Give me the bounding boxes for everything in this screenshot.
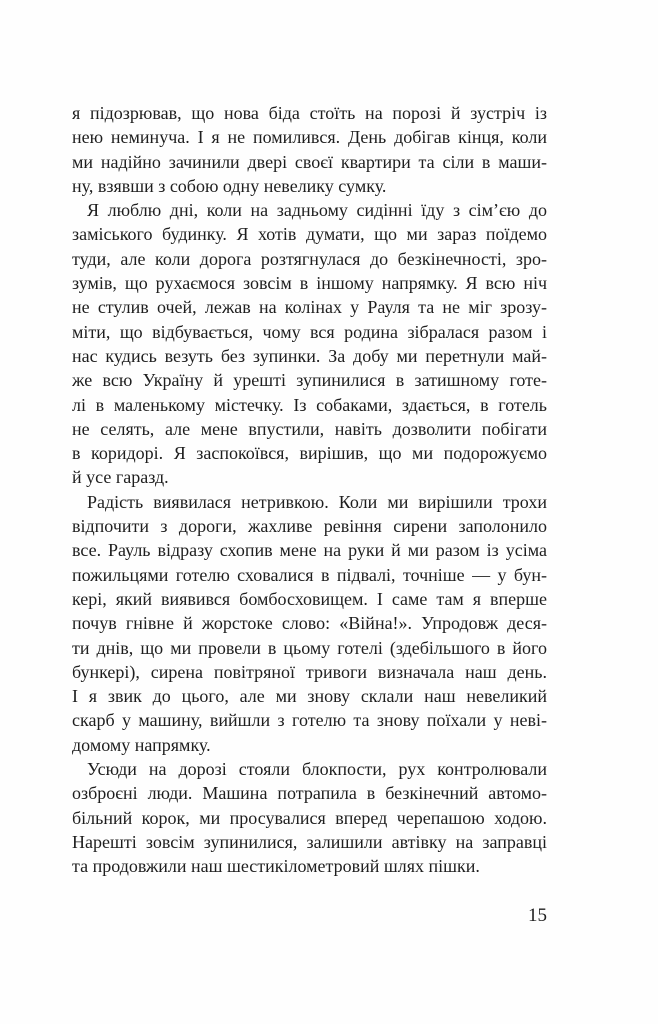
text-line: я підозрював, що нова біда стоїть на порозі й зустріч із bbox=[72, 103, 547, 123]
text-line: кері, який виявився бомбосховищем. І саме там я вперше bbox=[72, 588, 547, 609]
text-line: І я звик до цього, але ми знову склали наш невеликий bbox=[72, 686, 547, 707]
text-line: домому напрямку. bbox=[72, 734, 211, 755]
text-line: та продовжили наш шестикілометровий шлях пішки. bbox=[72, 856, 480, 877]
text-line: більний корок, ми просувалися вперед черепашою ходою. bbox=[72, 807, 547, 828]
text-line: бункері), сирена повітряної тривоги визначала наш день. bbox=[72, 661, 547, 682]
text-line: відпочити з дороги, жахливе ревіння сирени заполонило bbox=[72, 516, 547, 537]
text-line: Нарешті зовсім зупинилися, залишили автівку на заправці bbox=[72, 831, 547, 852]
text-line: не стулив очей, лежав на колінах у Рауля та не міг зрозу- bbox=[72, 297, 547, 318]
text-line: міти, що відбувається, чому вся родина зібралася разом і bbox=[72, 321, 547, 342]
text-line: в коридорі. Я заспокоївся, вирішив, що ми подорожуємо bbox=[72, 443, 547, 464]
text-line: Я люблю дні, коли на задньому сидінні їду з сім’єю до bbox=[87, 200, 547, 221]
page-number: 15 bbox=[528, 905, 547, 926]
paragraph bbox=[72, 101, 547, 198]
text-line: озброєні люди. Машина потрапила в безкінечний автомо- bbox=[72, 783, 547, 804]
text-line: Радість виявилася нетривкою. Коли ми вирішили трохи bbox=[87, 491, 547, 512]
text-line: лі в маленькому містечку. Із собаками, здається, в готель bbox=[72, 394, 547, 415]
text-line: же всю Україну й урешті зупинилися в затишному готе- bbox=[72, 370, 547, 391]
paragraph bbox=[72, 757, 547, 878]
text-line: й усе гаразд. bbox=[72, 467, 169, 488]
text-line: туди, але коли дорога розтягнулася до безкінечності, зро- bbox=[72, 248, 547, 269]
text-line: нас кудись везуть без зупинки. За добу ми перетнули май- bbox=[72, 345, 547, 366]
text-line: ти днів, що ми провели в цьому готелі (здебільшого в його bbox=[72, 637, 547, 658]
text-line: нею неминуча. І я не помилився. День добігав кінця, коли bbox=[72, 127, 547, 148]
text-line: не селять, але мене впустили, навіть дозволити побігати bbox=[72, 418, 547, 439]
text-line: заміського будинку. Я хотів думати, що ми зараз поїдемо bbox=[72, 224, 547, 245]
text-line: Усюди на дорозі стояли блокпости, рух контролювали bbox=[87, 759, 547, 780]
text-line: почув гнівне й жорстоке слово: «Війна!». Упродовж деся- bbox=[72, 613, 547, 634]
text-line: ми надійно зачинили двері своєї квартири та сіли в маши- bbox=[72, 151, 547, 172]
text-line: скарб у машину, вийшли з готелю та знову поїхали у неві- bbox=[72, 710, 547, 731]
text-line: все. Рауль відразу схопив мене на руки й ми разом із усіма bbox=[72, 540, 547, 561]
text-line: ну, взявши з собою одну невелику сумку. bbox=[72, 175, 387, 196]
text-line: зумів, що рухаємося зовсім в іншому напрямку. Я всю ніч bbox=[72, 273, 547, 294]
page-text bbox=[72, 101, 547, 879]
paragraph bbox=[72, 198, 547, 490]
text-line: пожильцями готелю сховалися в підвалі, точніше — у бун- bbox=[72, 564, 547, 585]
paragraph bbox=[72, 490, 547, 757]
